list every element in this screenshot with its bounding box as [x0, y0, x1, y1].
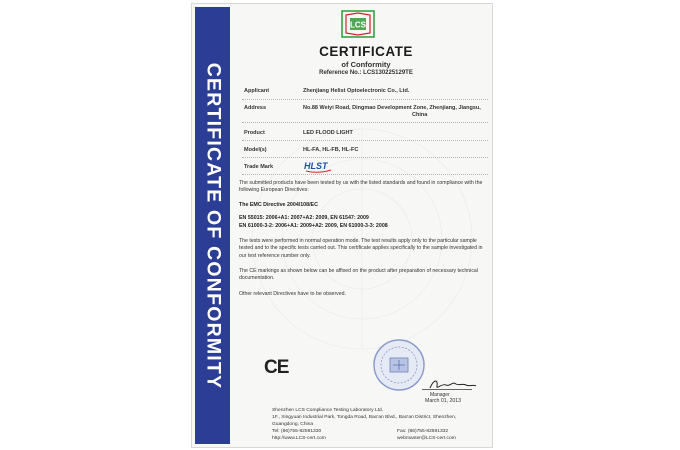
- footer-fax: Fax: (86)755-82591332: [397, 429, 449, 434]
- vertical-banner: [195, 7, 230, 444]
- lcs-logo-icon: [340, 9, 376, 39]
- models-value: HL-FA, HL-FB, HL-FC: [303, 147, 359, 153]
- issue-date: March 01, 2013: [425, 398, 462, 404]
- footer-tel: Tel: (86)755-82591330: [272, 429, 322, 434]
- test-paragraph: The tests were performed in normal operation mode. The test results apply only to the particular sample tested and to the specific tests carried out. This certificate applies specifically to the sample investigated in our test reference number only.: [239, 238, 483, 259]
- address-label: Address: [244, 105, 267, 111]
- footer-address-2: Guangdong, China: [272, 422, 314, 427]
- svg-text:LCS: LCS: [350, 20, 366, 30]
- trademark-label: Trade Mark: [244, 164, 274, 170]
- trademark-logo-text: HLST: [304, 161, 328, 171]
- directive-title: The EMC Directive 2004/108/EC: [239, 202, 318, 208]
- footer-email: webmaster@LCS-cert.com: [397, 436, 456, 441]
- official-seal-icon: [372, 338, 426, 392]
- divider: [242, 122, 488, 123]
- models-label: Model(s): [244, 147, 267, 153]
- applicant-label: Applicant: [244, 88, 270, 94]
- divider: [242, 140, 488, 141]
- applicant-value: Zhenjiang Helist Optoelectronic Co., Ltd.: [303, 88, 410, 94]
- footer-address-1: 1F., Xingyuan Industrial Park, Tongda Road, Bao'an Blvd., Bao'an District, Shenzhen,: [272, 415, 457, 420]
- footer-url: http://www.LCS-cert.com: [272, 436, 326, 441]
- banner-text: CERTIFICATE OF CONFORMITY: [202, 62, 224, 389]
- product-value: LED FLOOD LIGHT: [303, 130, 353, 136]
- ce-paragraph: The CE markings as shown below can be affixed on the product after preparation of necessary technical documentation.: [239, 268, 478, 282]
- certificate-subtitle: of Conformity: [341, 60, 391, 69]
- trademark-logo-icon: [303, 159, 333, 174]
- certificate-title: CERTIFICATE: [319, 44, 413, 59]
- standard-line-1: EN 55015: 2006+A1: 2007+A2: 2009, EN 61547: 2009: [239, 215, 369, 221]
- address-line-2: China: [412, 112, 428, 118]
- directives-paragraph: Other relevant Directives have to be observed.: [239, 291, 346, 297]
- address-line-1: No.88 Weiyi Road, Dingmao Development Zone, Zhenjiang, Jiangsu,: [303, 105, 481, 111]
- reference-number: Reference No.: LCS130225129TE: [319, 70, 413, 76]
- ce-mark: CE: [264, 357, 289, 378]
- divider: [242, 99, 488, 100]
- standard-line-2: EN 61000-3-2: 2006+A1: 2009+A2: 2009, EN 61000-3-3: 2008: [239, 223, 388, 229]
- divider: [242, 157, 488, 158]
- product-label: Product: [244, 130, 265, 136]
- intro-paragraph: The submitted products have been tested by us with the listed standards and found in compliance with the following European Directives:: [239, 180, 483, 194]
- footer-lab-name: Shenzhen LCS Compliance Testing Laboratory Ltd.: [272, 408, 384, 413]
- divider: [242, 174, 488, 175]
- signature-line: [422, 389, 472, 390]
- signer-role: Manager: [430, 392, 450, 398]
- certificate-page: [191, 3, 493, 448]
